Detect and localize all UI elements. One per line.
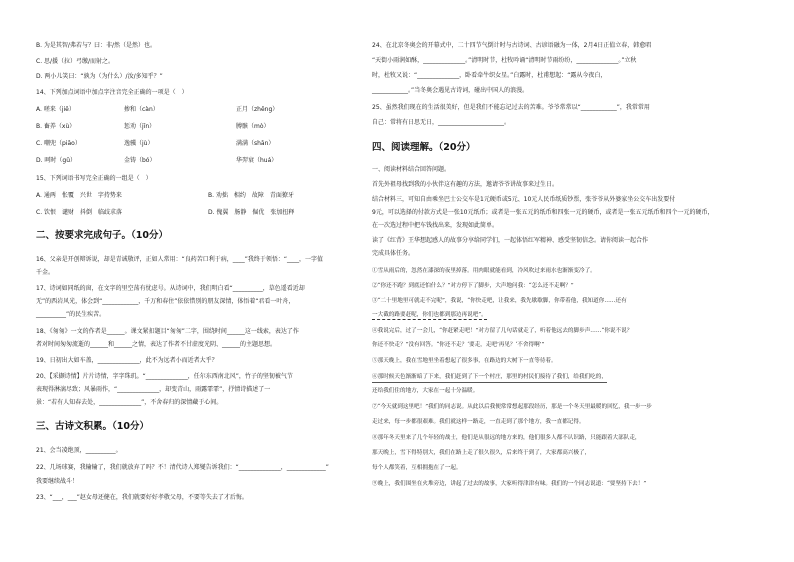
q25-line-1: 25、虽然我们现在的生活很美好，但是我们不能忘记过去的苦难。爷爷常常以“____________”，我常常用: [372, 104, 650, 111]
q24-line-4: ____________。”当冬奥会遇见古诗词，碰出中国人的浪漫。: [372, 87, 529, 94]
passage-line: ⑦“今天就到这里吧！”我们的同志说。从此以后我便常常想起那段经历，那是一个冬天里最暖的回忆，我一步一步: [372, 404, 652, 410]
passage-line: ①雪从雨后的，忽然在漆深的夜里掉落。用肉眼就能看到，冷风吹过来雨水也渐渐变冷了。: [372, 268, 596, 274]
q13-option-c: C. 思/援（拉）弓缴/而射之。: [36, 58, 115, 65]
reading-p2-line-2: 9元，可以选择的付款方式是一张10元纸币；或者是一张五元的纸币和四张一元的硬币，或者是一张五元纸币和四个一元的硬币，: [372, 209, 714, 216]
reading-intro: 一、阅读材料结合回答问题。: [372, 166, 451, 173]
q15-row-2: C. 饮恨 谴财 抖倒 临歧求落 D. 傀翼 肠静 倔优 张加扭释: [36, 209, 295, 216]
section-4-title: 四、阅读理解。（20分）: [372, 142, 476, 153]
q17-line-3: __________”的民生疾苦。: [36, 311, 106, 318]
reading-p2-line-1: 结合材料三，可知自由乘坐巴士公交车是1元硬币或5元、10元人民币纸质钞票，张爷爷从外婆家坐公交车出发要付: [372, 196, 676, 203]
passage-line: ⑨晚上，我们围坐在火堆旁边，讲起了过去的故事，大家听得津津有味。我们的一个同志说道：“要坚持下去！”: [372, 481, 647, 487]
q24-line-2: “天街小雨润如酥，______________。”清明时节，杜牧吟诵“清明时节雨纷纷，______________。”立秋: [372, 57, 637, 64]
q24-line-3: 时，杜牧又说：“______________，卧看牵牛织女星。”白露时，杜甫想起：“露从今夜白，: [372, 72, 607, 79]
passage-line: ⑤那天晚上，我在雪地里坐着想起了很多事，在路边的大树下一直等待着。: [372, 358, 557, 364]
passage-line: 那天晚上，雪下得特别大，我们在路上走了很久很久，后来终于到了，大家都高兴极了，: [372, 450, 591, 456]
q14-row-a: A. 嗟来（jiē） 掺和（càn） 正月（zhēng）: [36, 106, 279, 113]
reading-p3-line-2: 完成具体任务。: [372, 250, 415, 257]
reading-p1: 首先外祖母找到我的小伙伴这有趣的方法，邀请爷爷讲故事来过生日。: [372, 181, 559, 188]
q13-option-d: D. 两小儿笑曰：“孰为（为什么）/汝/多知乎？”: [36, 73, 163, 80]
passage-line: 走过来，每一步都很艰难。我们就这样一路走，一直走到了那个地方，我一直都记得。: [372, 419, 585, 425]
q19: 19、日初出大如车盖，______________，此不为远者小而近者大乎？: [36, 357, 218, 364]
q20-line-2: 表现得淋漓尽致；风暴雨作，“______________，却变青山，雨露霏霏”，抒情诗描述了一: [36, 386, 271, 393]
passage-line: 每个人都笑着，互相拥抱在了一起。: [372, 465, 462, 471]
reading-p2-line-3: 在一次选过程中把车钱找出来，发现如此简单。: [372, 222, 499, 229]
passage-line: 一大截的路要赶呢，你们也都到那边再说吧”。: [372, 312, 487, 318]
q18-line-1: 18、《匆匆》一文的作者是______。课文紧扣题目“匆匆”二字，围绕时间______这一线索，表达了作: [36, 328, 299, 335]
q21: 21、会当凌绝顶，__________。: [36, 447, 122, 454]
q18-line-2: 者对时间匆匆流逝的______和______之情，表达了作者不甘虚度光阴、______的主题思想。: [36, 341, 277, 348]
section-2-title: 二、按要求完成句子。（10分）: [36, 230, 168, 241]
section-3-title: 三、古诗文积累。（10分）: [36, 421, 149, 432]
q23: 23、“___，___”赵女母还健在，我们就要好好孝敬父母，不要等失去了才后悔。: [36, 494, 248, 501]
passage-line: 你还不快走？”没有回答。“你还不走？‘要走，走吧’再见？‘不舍得啊’”: [372, 342, 545, 348]
q22-line-2: 我要继续战斗！: [36, 478, 79, 485]
q13-option-b: B. 为是其智/弗若与？曰：非/然（是然）也。: [36, 42, 156, 49]
q14-row-d: D. 呵时（gǔ） 金铸（bó） 华羿衰（huá）: [36, 157, 278, 164]
passage-line: 还给我们住的地方，大家在一起十分温暖。: [372, 388, 479, 394]
q15-stem: 15、下列词语书写完全正确的一组是（ ）: [36, 175, 152, 182]
q20-line-1: 20、【采撷诗情】片片诗情，字字珠玑。“______________，任尔东西南北风”，竹子的坚韧被气节: [36, 373, 293, 380]
q16-line-1: 16、父亲是开创辩诉说，却是青诚敬评，正如人常用：“良药苦口利于病，____”我终于领悟：“____，一字值: [36, 256, 323, 263]
q24-line-1: 24、在北京冬奥会的开幕式中，二十四节气倒计时与古诗词、古谚语融为一体，2月4日正值立春，韩愈唱: [372, 42, 652, 49]
q17-line-1: 17、诗词如同纸的窗，在文字的里空荡有忧虑号。从诗词中，我们明白看“__________，草色遥看近却: [36, 285, 305, 292]
passage-line: ④我说完后，过了一会儿，“你赶紧走吧！”对方留了几句话就走了，听着他远去的脚步声……“你说不说？: [372, 328, 633, 334]
q14-stem: 14、下列加点词语中加点字注音完全正确的一项是（ ）: [36, 89, 188, 96]
passage-line: ⑥那时候天色渐渐暗了下来，我们赶到了下一个村庄，那里的村民们接待了我们，给我们吃的，: [372, 373, 607, 383]
q14-row-c: C. 嘲兜（piāo） 逸骥（jù） 满满（shān）: [36, 140, 275, 147]
q20-line-3: 景：“若有人知春去处，______________”，不舍春归的深情藏于心间。: [36, 399, 223, 406]
q14-row-b: B. 畜养（xù） 惩劝（jīn） 膊骸（mò）: [36, 123, 270, 130]
q22-line-1: 22、几场球赛，我输输了，我们就放弃了吗？不！清代诗人郑燮告诉我们：“______________，_____________”: [36, 464, 329, 471]
q15-row-1: A. 通两 怅覆 兴世 字持势来 B. 劝拙 相约 故障 青面獠牙: [36, 192, 294, 199]
q16-line-2: 千金。: [36, 269, 55, 276]
passage-line: ⑧那年冬天里来了几个年轻的战士，他们是从很远的地方来的，他们很多人都不认识路，只能跟着大部队走，: [372, 435, 641, 441]
passage-line: ③“二十里地里可就走不完呢”，我说，“你快走吧，让我来，我先歇歇脚，你带着他，我知道你……还有: [372, 298, 627, 304]
q25-line-2: 自己：常将有日思无日，______________________。: [372, 119, 511, 126]
reading-p3-line-1: 读了《红背》王华想起感人的故事分享给同学们，一起体悟红军精神、感受坚韧信念。请你阅读一起合作: [372, 237, 649, 244]
q17-line-2: 无”的西岩风光，体会到“____________，千万和春住”依依惜别的朋友深情，体悟着“君看一叶舟，: [36, 298, 295, 305]
passage-line: ②“你还不跑？到底还怕什么？”对方停下了脚步，大声地问我：“怎么还不走啊？”: [372, 283, 574, 289]
